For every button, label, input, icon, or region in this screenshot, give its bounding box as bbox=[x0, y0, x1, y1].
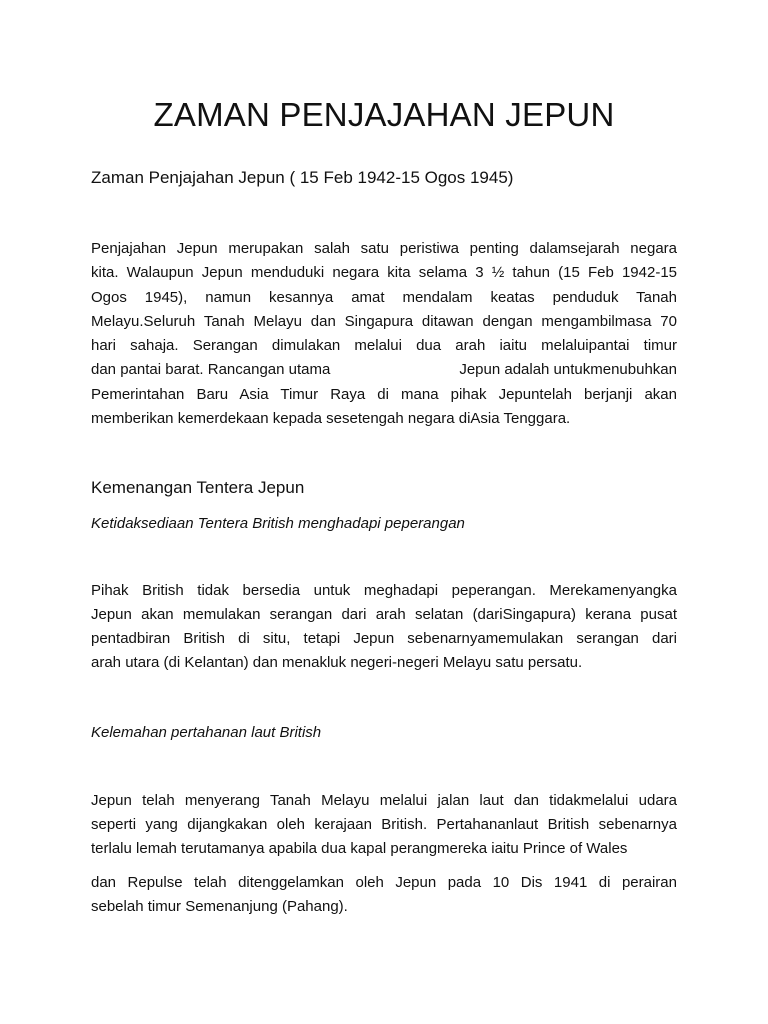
paragraph-line-right-segment: Jepun adalah untukmenubuhkan bbox=[459, 361, 677, 379]
paragraph-line: Jepun telah menyerang Tanah Melayu melalui jalan laut dan tidakmelalui udara bbox=[91, 792, 677, 809]
paragraph-line bbox=[91, 358, 677, 382]
paragraph-line: kita. Walaupun Jepun menduduki negara kita selama 3 ½ tahun (15 Feb 1942-15 bbox=[91, 264, 677, 282]
paragraph-line: seperti yang dijangkakan oleh kerajaan British. Pertahananlaut British sebenarnya bbox=[91, 816, 677, 833]
paragraph-line: hari sahaja. Serangan dimulakan melalui dua arah iaitu melaluipantai timur bbox=[91, 337, 677, 355]
paragraph-line: Pemerintahan Baru Asia Timur Raya di mana pihak Jepuntelah berjanji akan bbox=[91, 385, 677, 403]
intro-paragraph bbox=[91, 237, 677, 431]
paragraph-line-left-segment: dan pantai barat. Rancangan utama bbox=[91, 361, 331, 379]
paragraph-line: pentadbiran British di situ, tetapi Jepun sebenarnyamemulakan serangan dari bbox=[91, 630, 677, 647]
section-heading: Kemenangan Tentera Jepun bbox=[91, 478, 305, 497]
paragraph-line: Jepun akan memulakan serangan dari arah selatan (dariSingapura) kerana pusat bbox=[91, 606, 677, 623]
paragraph-line: terlalu lemah terutamanya apabila dua kapal perangmereka iaitu Prince of Wales bbox=[91, 840, 628, 857]
subsection-heading: Kelemahan pertahanan laut British bbox=[91, 724, 322, 741]
paragraph-line: Pihak British tidak bersedia untuk meghadapi peperangan. Merekamenyangka bbox=[91, 582, 677, 599]
paragraph-line: sebelah timur Semenanjung (Pahang). bbox=[91, 898, 348, 915]
subsection-paragraph bbox=[91, 579, 677, 675]
subsection-paragraph bbox=[91, 789, 677, 861]
document-subtitle: Zaman Penjajahan Jepun ( 15 Feb 1942-15 Ogos 1945) bbox=[91, 168, 514, 187]
document-title: ZAMAN PENJAJAHAN JEPUN bbox=[153, 96, 615, 133]
paragraph-line: memberikan kemerdekaan kepada sesetengah negara diAsia Tenggara. bbox=[91, 410, 571, 428]
paragraph-line: Penjajahan Jepun merupakan salah satu peristiwa penting dalamsejarah negara bbox=[91, 240, 677, 257]
paragraph-line: Ogos 1945), namun kesannya amat mendalam keatas penduduk Tanah bbox=[91, 288, 677, 306]
paragraph-line: Melayu.Seluruh Tanah Melayu dan Singapura ditawan dengan mengambilmasa 70 bbox=[91, 312, 677, 330]
paragraph-line: arah utara (di Kelantan) dan menakluk negeri-negeri Melayu satu persatu. bbox=[91, 654, 583, 671]
subsection-paragraph-continuation bbox=[91, 871, 677, 919]
subsection-heading: Ketidaksediaan Tentera British menghadapi peperangan bbox=[91, 515, 465, 532]
paragraph-line: dan Repulse telah ditenggelamkan oleh Jepun pada 10 Dis 1941 di perairan bbox=[91, 874, 677, 891]
